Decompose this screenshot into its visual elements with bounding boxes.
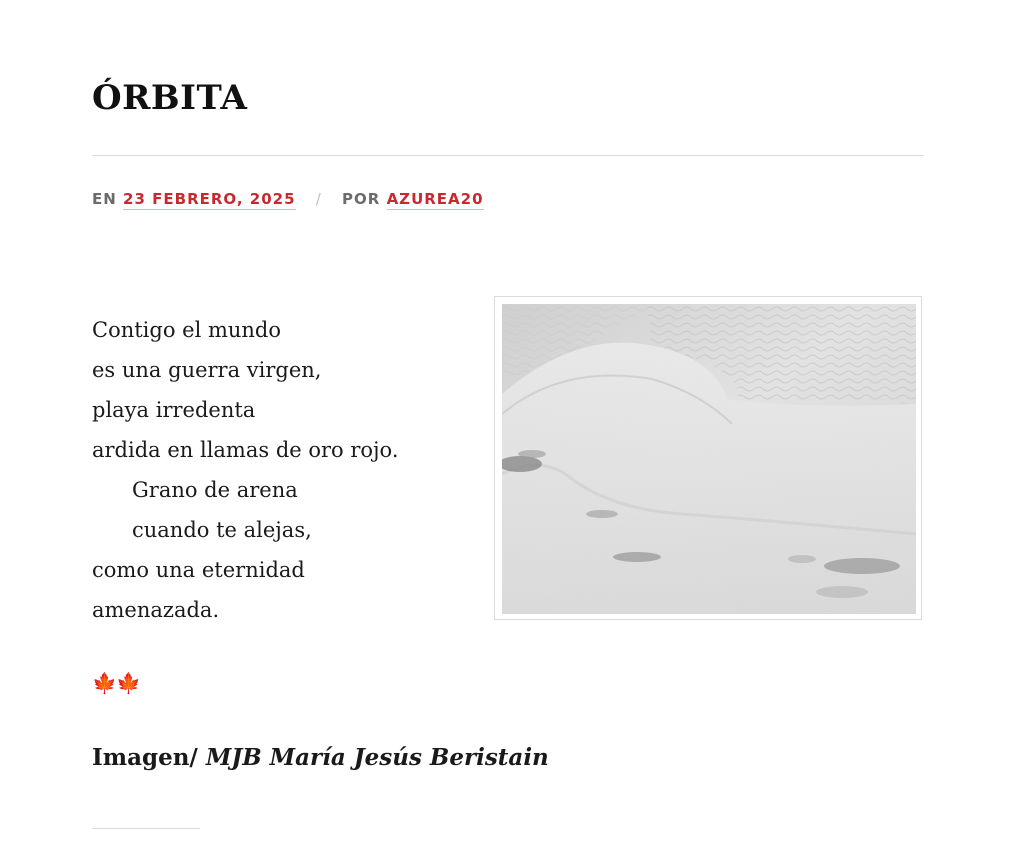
- sand-dune-image: [502, 304, 916, 614]
- poem-line: playa irredenta: [92, 398, 256, 422]
- maple-leaf-icon: 🍁: [92, 671, 117, 695]
- post-title: ÓRBITA: [92, 78, 248, 118]
- sand-dune-photo[interactable]: [494, 296, 922, 620]
- title-divider: [92, 155, 924, 156]
- leaves: [92, 671, 140, 695]
- maple-leaf-icon: 🍁: [116, 671, 141, 695]
- poem-line: ardida en llamas de oro rojo.: [92, 438, 399, 462]
- credit-name: MJB María Jesús Beristain: [205, 744, 549, 771]
- author-link[interactable]: AZUREA20: [386, 190, 484, 208]
- poem-line: es una guerra virgen,: [92, 358, 322, 382]
- poem-line-indented: Grano de arena: [132, 478, 298, 502]
- post-meta: [92, 190, 484, 208]
- post-date-link[interactable]: 23 FEBRERO, 2025: [123, 190, 296, 208]
- poem-line: como una eternidad: [92, 558, 305, 582]
- poem-line-indented: cuando te alejas,: [132, 518, 312, 542]
- footer-divider: [92, 828, 200, 829]
- author-prefix: POR: [342, 190, 381, 208]
- meta-separator: /: [315, 190, 322, 208]
- poem: [92, 310, 399, 630]
- credit-prefix: Imagen/: [92, 744, 198, 771]
- image-credit: [92, 744, 549, 771]
- date-prefix: EN: [92, 190, 117, 208]
- poem-line: amenazada.: [92, 598, 220, 622]
- poem-line: Contigo el mundo: [92, 318, 282, 342]
